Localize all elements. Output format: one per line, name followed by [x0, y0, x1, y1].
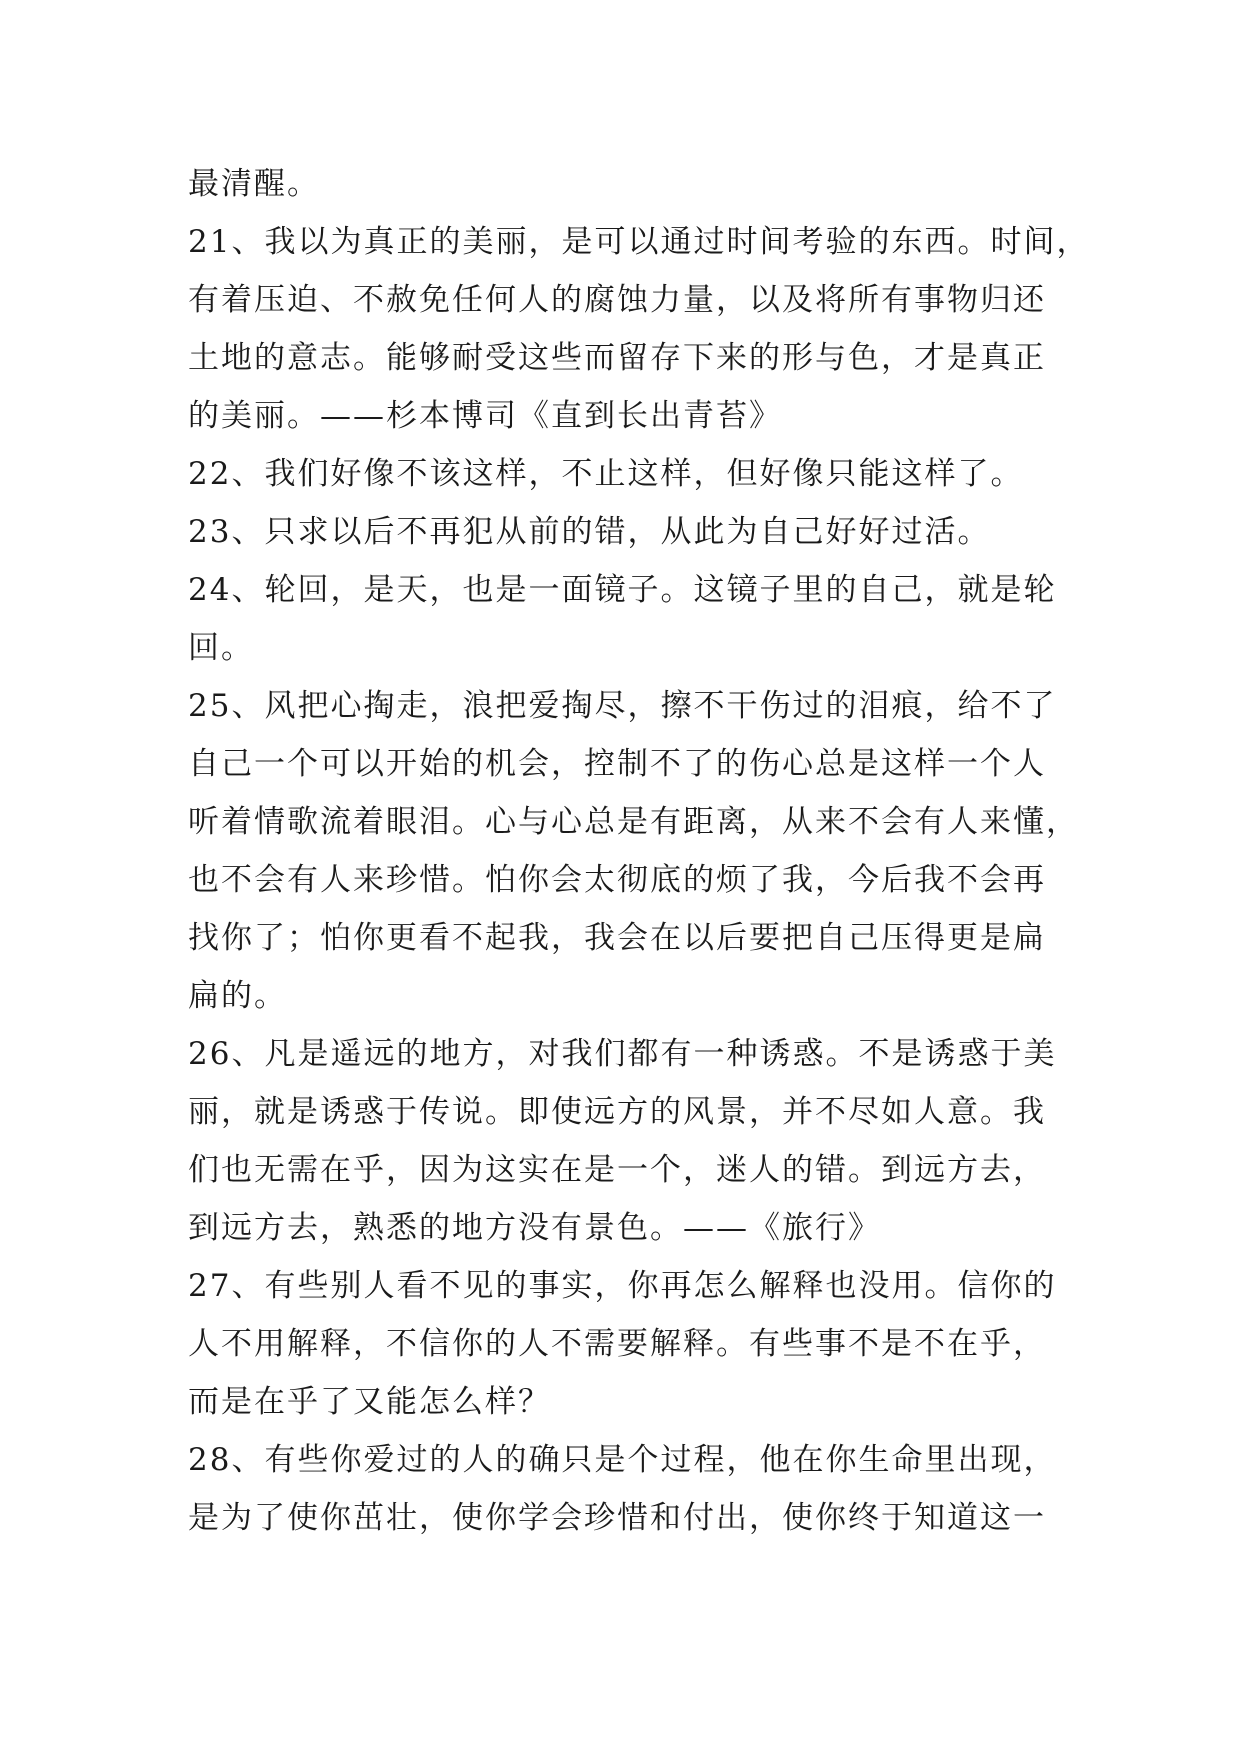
text-line: 最清醒。 [188, 166, 320, 202]
text-line: 24、轮回，是天，也是一面镜子。这镜子里的自己，就是轮 [188, 572, 1057, 608]
text-line: 也不会有人来珍惜。怕你会太彻底的烦了我，今后我不会再 [188, 862, 1046, 898]
text-line: 而是在乎了又能怎么样？ [188, 1384, 551, 1420]
document-body [188, 155, 1090, 1547]
text-line: 有着压迫、不赦免任何人的腐蚀力量，以及将所有事物归还 [188, 282, 1046, 318]
text-line: 28、有些你爱过的人的确只是个过程，他在你生命里出现， [188, 1442, 1057, 1478]
text-line: 25、风把心掏走，浪把爱掏尽，擦不干伤过的泪痕，给不了 [188, 688, 1057, 724]
text-line: 22、我们好像不该这样，不止这样，但好像只能这样了。 [188, 456, 1024, 492]
text-line: 是为了使你茁壮，使你学会珍惜和付出，使你终于知道这一 [188, 1500, 1046, 1536]
text-line: 扁的。 [188, 978, 287, 1014]
text-line: 26、凡是遥远的地方，对我们都有一种诱惑。不是诱惑于美 [188, 1036, 1057, 1072]
text-line: 人不用解释，不信你的人不需要解释。有些事不是不在乎， [188, 1326, 1046, 1362]
text-line: 找你了；怕你更看不起我，我会在以后要把自己压得更是扁 [188, 920, 1046, 956]
text-line: 土地的意志。能够耐受这些而留存下来的形与色，才是真正 [188, 340, 1046, 376]
text-line: 到远方去，熟悉的地方没有景色。——《旅行》 [188, 1210, 881, 1246]
text-line: 27、有些别人看不见的事实，你再怎么解释也没用。信你的 [188, 1268, 1057, 1304]
text-line: 丽，就是诱惑于传说。即使远方的风景，并不尽如人意。我 [188, 1094, 1046, 1130]
text-line: 的美丽。——杉本博司《直到长出青苔》 [188, 398, 782, 434]
text-line: 回。 [188, 630, 254, 666]
text-line: 23、只求以后不再犯从前的错，从此为自己好好过活。 [188, 514, 991, 550]
text-line: 自己一个可以开始的机会，控制不了的伤心总是这样一个人 [188, 746, 1046, 782]
text-line: 听着情歌流着眼泪。心与心总是有距离，从来不会有人来懂， [188, 804, 1079, 840]
text-line: 们也无需在乎，因为这实在是一个，迷人的错。到远方去， [188, 1152, 1046, 1188]
text-line: 21、我以为真正的美丽，是可以通过时间考验的东西。时间， [188, 224, 1090, 260]
